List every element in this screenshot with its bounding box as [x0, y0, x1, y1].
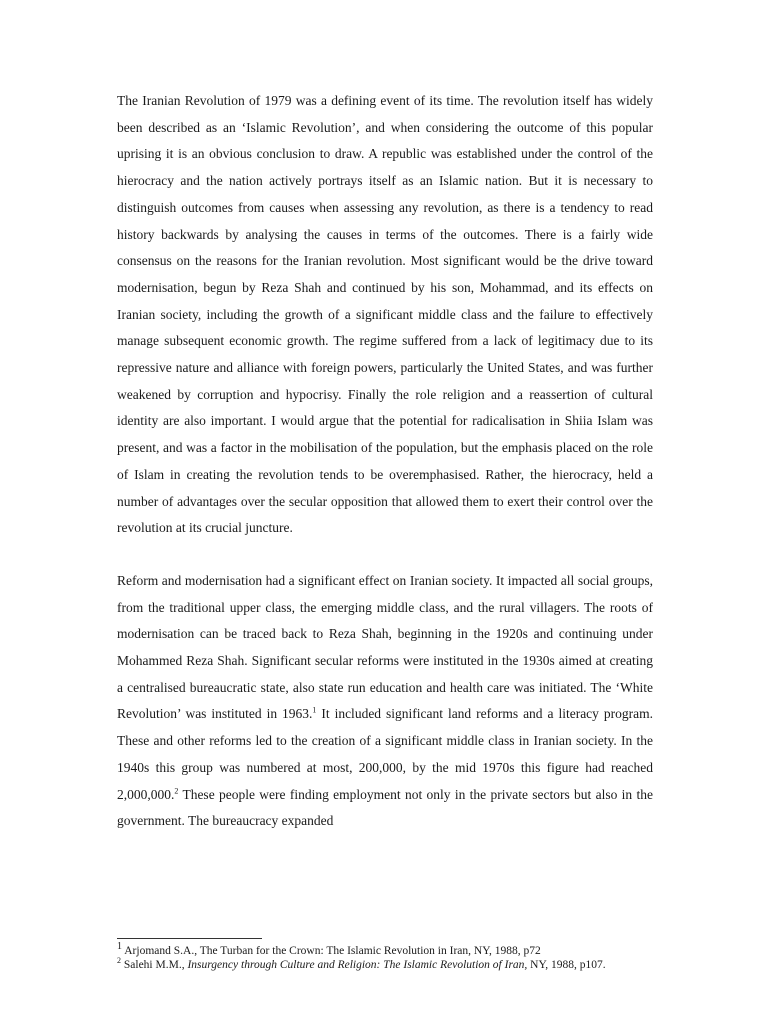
footnote-marker-2: 2	[117, 956, 121, 966]
footnote-ref-2[interactable]: 2	[174, 786, 179, 796]
paragraph-1	[117, 88, 653, 542]
document-body	[117, 88, 653, 835]
paragraph-2-text-c: These people were finding employment not only in the private sectors but also in the government. The bureaucracy expanded	[117, 786, 653, 829]
footnote-2-title: Insurgency through Culture and Religion: The Islamic Revolution of Iran,	[187, 959, 528, 971]
paragraph-2-text-a: Reform and modernisation had a significant effect on Iranian society. It impacted all social groups, from the traditional upper class, the emerging middle class, and the rural villagers. The roots of modernisation can be traced back to Reza Shah, beginning in the 1920s and continuing under Mohammed Reza Shah. Significant secular reforms were instituted in the 1930s aimed at creating a centralised bureaucratic state, also state run education and health care was initiated. The ‘White Revolution’ was instituted in 1963.	[117, 572, 653, 722]
footnote-1-text: Arjomand S.A., The Turban for the Crown: The Islamic Revolution in Iran, NY, 1988, p72	[122, 945, 541, 957]
footnotes	[117, 941, 653, 972]
footnote-separator	[117, 938, 262, 939]
footnote-1	[117, 941, 653, 958]
footnote-2-rest: NY, 1988, p107.	[527, 959, 606, 971]
paragraph-2-text-b: It included significant land reforms and a literacy program. These and other reforms led to the creation of a significant middle class in Iranian society. In the 1940s this group was numbered at most, 200,000, by the mid 1970s this figure had reached 2,000,000.	[117, 706, 653, 802]
paragraph-2	[117, 568, 653, 835]
footnote-marker-1: 1	[117, 941, 122, 953]
footnote-2	[117, 958, 653, 972]
footnote-ref-1[interactable]: 1	[312, 705, 317, 715]
paragraph-1-text: The Iranian Revolution of 1979 was a defining event of its time. The revolution itself has widely been described as an ‘Islamic Revolution’, and when considering the outcome of this popular uprising it is an obvious conclusion to draw. A republic was established under the control of the hierocracy and the nation actively portrays itself as an Islamic nation. But it is necessary to distinguish outcomes from causes when assessing any revolution, as there is a tendency to read history backwards by analysing the causes in terms of the outcomes. There is a fairly wide consensus on the reasons for the Iranian revolution. Most significant would be the drive toward modernisation, begun by Reza Shah and continued by his son, Mohammad, and its effects on Iranian society, including the growth of a significant middle class and the failure to effectively manage subsequent economic growth. The regime suffered from a lack of legitimacy due to its repressive nature and alliance with foreign powers, particularly the United States, and was further weakened by corruption and hypocrisy. Finally the role religion and a reassertion of cultural identity are also important. I would argue that the potential for radicalisation in Shiia Islam was present, and was a factor in the mobilisation of the population, but the emphasis placed on the role of Islam in creating the revolution tends to be overemphasised. Rather, the hierocracy, held a number of advantages over the secular opposition that allowed them to exert their control over the revolution at its crucial juncture.	[117, 93, 653, 536]
footnote-2-text: Salehi M.M.,	[121, 959, 188, 971]
